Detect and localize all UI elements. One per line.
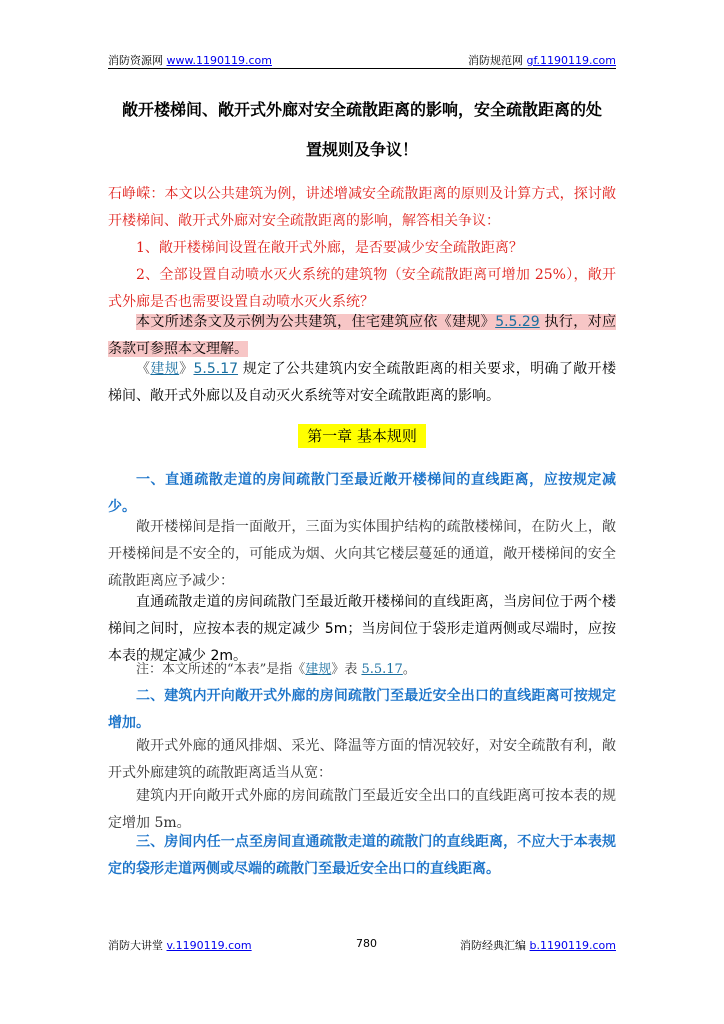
note-mid: 》表 (331, 662, 362, 677)
header-right (468, 52, 616, 68)
section-2-heading: 二、建筑内开向敞开式外廊的房间疏散门至最近安全出口的直线距离可按规定增加。 (108, 688, 616, 731)
section-1-body: 敞开楼梯间是指一面敞开，三面为实体围护结构的疏散楼梯间，在防火上，敞开楼梯间是不安全的，可能成为烟、火向其它楼层蔓延的通道，敞开楼梯间的安全疏散距离应予减少： (108, 519, 616, 589)
scope-note-ref[interactable]: 5.5.29 (495, 314, 540, 330)
scope-note-post: 执行，对应条款可参照本文理解。 (108, 314, 617, 357)
note-post: 。 (402, 662, 416, 677)
ref-open-bracket: 《 (136, 361, 151, 377)
section-1-rule: 直通疏散走道的房间疏散门至最近敞开楼梯间的直线距离，当房间位于两个楼梯间之间时，应按本表的规定减少 5m；当房间位于袋形走道两侧或尽端时，应按本表的规定减少 2m。 (108, 594, 616, 664)
note-book-link[interactable]: 建规 (305, 662, 332, 677)
question-1: 1、敞开楼梯间设置在敞开式外廊，是否要减少安全疏散距离？ (136, 240, 523, 256)
intro-text: 石峥嵘：本文以公共建筑为例，讲述增减安全疏散距离的原则及计算方式，探讨敞开楼梯间、敞开式外廊对安全疏散距离的影响，解答相关争议： (108, 186, 616, 229)
ref-text: 规定了公共建筑内安全疏散距离的相关要求，明确了敞开楼梯间、敞开式外廊以及自动灭火系统等对安全疏散距离的影响。 (108, 361, 617, 404)
question-2: 2、全部设置自动喷水灭火系统的建筑物（安全疏散距离可增加 25%），敞开式外廊是否也需要设置自动喷水灭火系统？ (108, 267, 616, 310)
section-1-note (108, 656, 616, 683)
section-3-heading: 三、房间内任一点至房间直通疏散走道的疏散门的直线距离，不应大于本表规定的袋形走道两侧或尽端的疏散门至最近安全出口的直线距离。 (108, 834, 616, 877)
page-number: 780 (356, 937, 377, 950)
footer-left-link[interactable]: v.1190119.com (166, 939, 252, 952)
footer-right (460, 937, 616, 953)
page-header (108, 50, 616, 69)
note-pre: 注：本文所述的“本表”是指《 (136, 662, 306, 677)
ref-book-link[interactable]: 建规 (150, 361, 180, 377)
title-line-1: 敞开楼梯间、敞开式外廊对安全疏散距离的影响，安全疏散距离的处 (121, 100, 602, 119)
footer-left-label: 消防大讲堂 (108, 939, 163, 952)
header-right-label: 消防规范网 (467, 54, 523, 67)
note-ref-link[interactable]: 5.5.17 (361, 662, 403, 677)
scope-note (108, 309, 616, 363)
footer-left (108, 937, 252, 953)
section-1-heading: 一、直通疏散走道的房间疏散门至最近敞开楼梯间的直线距离，应按规定减少。 (108, 472, 616, 515)
header-left-link[interactable]: www.1190119.com (166, 54, 272, 67)
scope-note-pre: 本文所述条文及示例为公共建筑，住宅建筑应依《建规》 (136, 314, 496, 330)
section-2-body: 敞开式外廊的通风排烟、采光、降温等方面的情况较好，对安全疏散有利，敞开式外廊建筑的疏散距离适当从宽： (108, 738, 616, 781)
ref-clause-link[interactable]: 5.5.17 (193, 361, 239, 377)
header-left (108, 52, 272, 68)
title-line-2: 置规则及争议！ (305, 140, 418, 159)
footer-right-link[interactable]: b.1190119.com (529, 939, 616, 952)
section-2-rule: 建筑内开向敞开式外廊的房间疏散门至最近安全出口的直线距离可按本表的规定增加 5m。 (108, 788, 616, 831)
header-right-link[interactable]: gf.1190119.com (526, 54, 616, 67)
chapter-heading: 第一章 基本规则 (298, 424, 426, 448)
header-left-label: 消防资源网 (108, 54, 163, 67)
ref-close-bracket: 》 (179, 361, 194, 377)
reference-paragraph (108, 356, 616, 410)
footer-right-label: 消防经典汇编 (460, 939, 527, 952)
